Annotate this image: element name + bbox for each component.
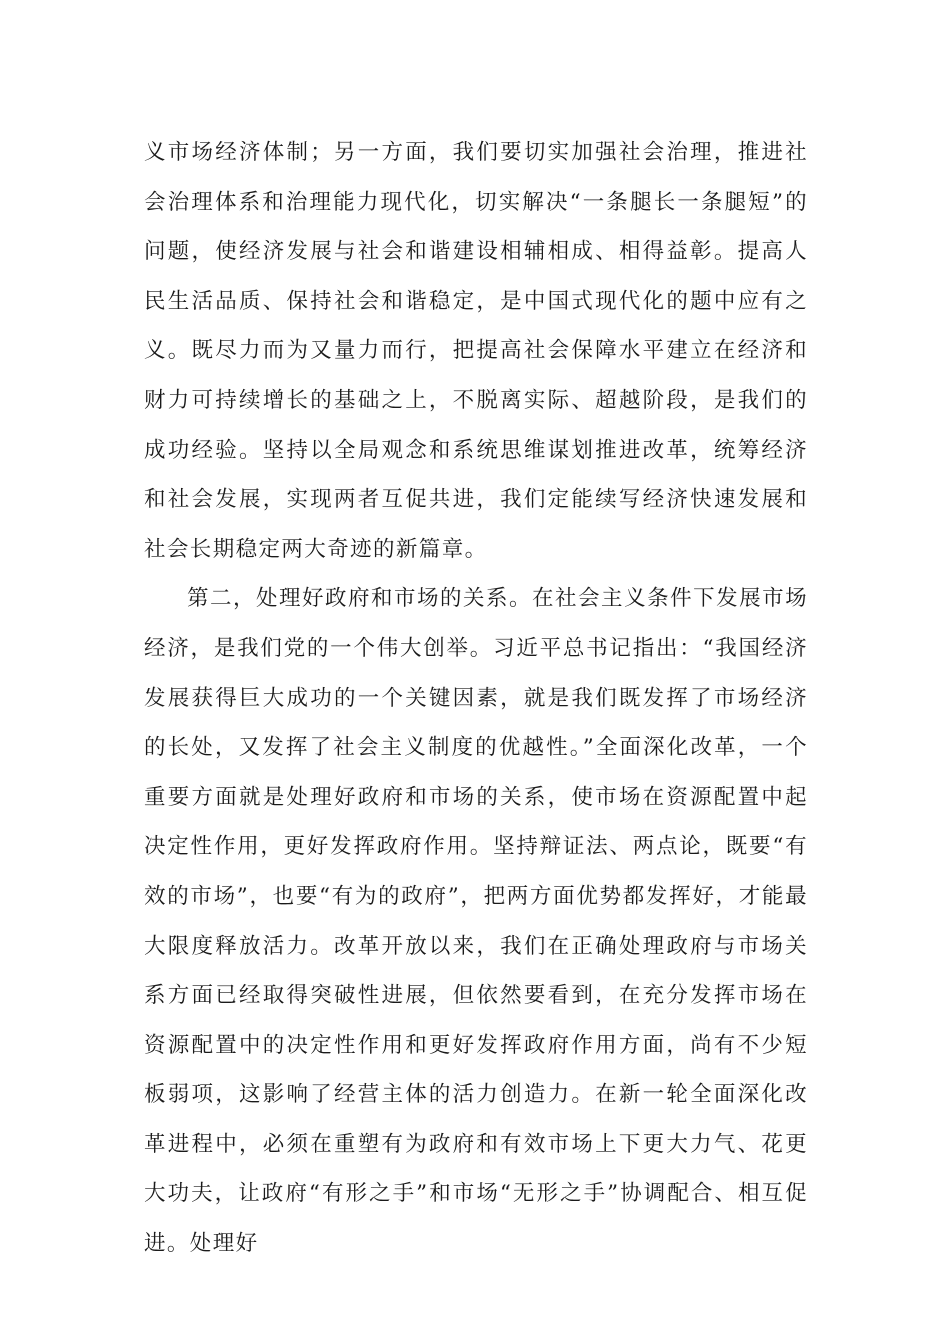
- document-body: [144, 128, 808, 1269]
- paragraph-2: 第二，处理好政府和市场的关系。在社会主义条件下发展市场经济，是我们党的一个伟大创举。习近平总书记指出：“我国经济发展获得巨大成功的一个关键因素，就是我们既发挥了市场经济的长处，又发挥了社会主义制度的优越性。”全面深化改革，一个重要方面就是处理好政府和市场的关系，使市场在资源配置中起决定性作用，更好发挥政府作用。坚持辩证法、两点论，既要“有效的市场”，也要“有为的政府”，把两方面优势都发挥好，才能最大限度释放活力。改革开放以来，我们在正确处理政府与市场关系方面已经取得突破性进展，但依然要看到，在充分发挥市场在资源配置中的决定性作用和更好发挥政府作用方面，尚有不少短板弱项，这影响了经营主体的活力创造力。在新一轮全面深化改革进程中，必须在重塑有为政府和有效市场上下更大力气、花更大功夫，让政府“有形之手”和市场“无形之手”协调配合、相互促进。处理好: [144, 586, 808, 1257]
- paragraph-1: 义市场经济体制；另一方面，我们要切实加强社会治理，推进社会治理体系和治理能力现代化，切实解决“一条腿长一条腿短”的问题，使经济发展与社会和谐建设相辅相成、相得益彰。提高人民生活品质、保持社会和谐稳定，是中国式现代化的题中应有之义。既尽力而为又量力而行，把提高社会保障水平建立在经济和财力可持续增长的基础之上，不脱离实际、超越阶段，是我们的成功经验。坚持以全局观念和系统思维谋划推进改革，统筹经济和社会发展，实现两者互促共进，我们定能续写经济快速发展和社会长期稳定两大奇迹的新篇章。: [144, 140, 808, 562]
